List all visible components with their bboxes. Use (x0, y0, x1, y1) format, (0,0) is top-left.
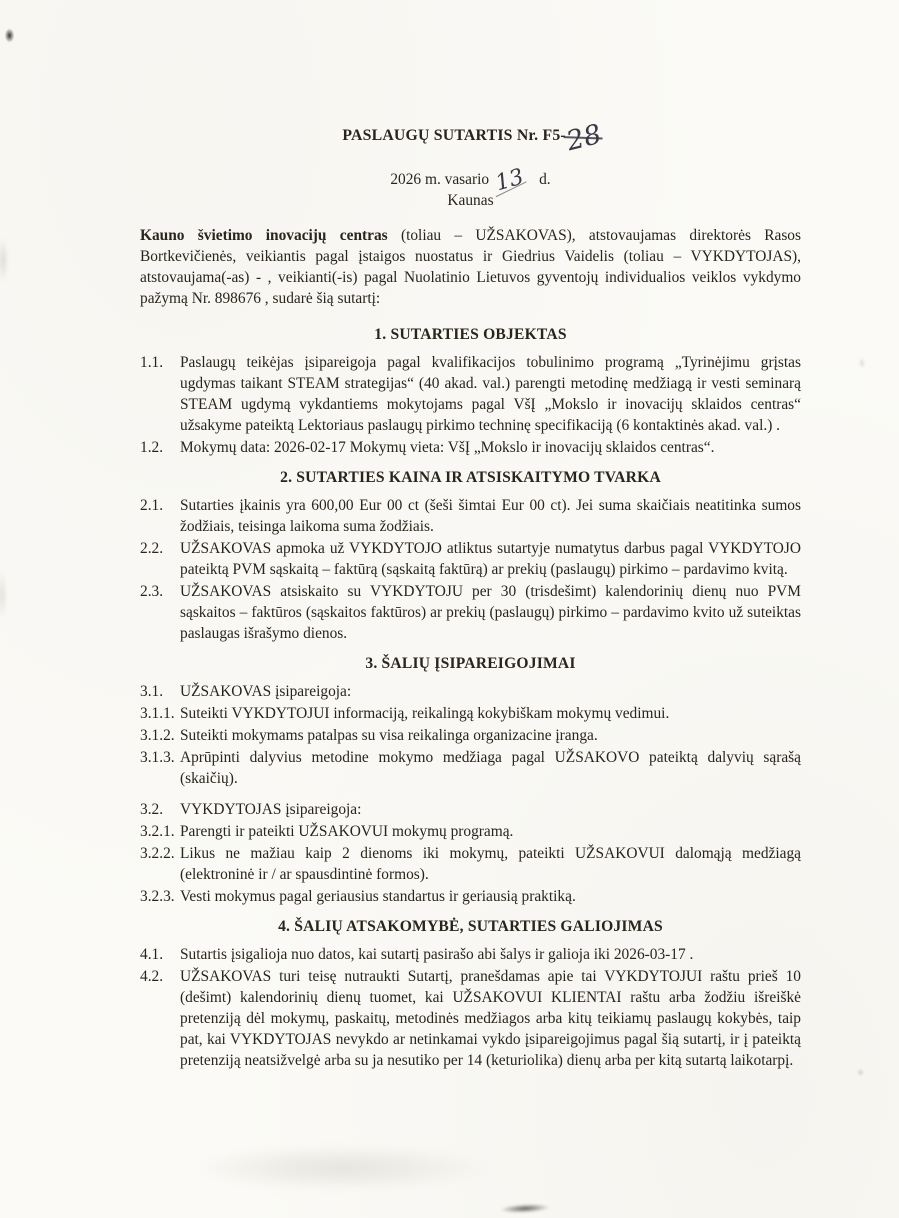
place-line: Kaunas (447, 192, 494, 209)
document-content (140, 118, 801, 1072)
date-line (140, 164, 801, 197)
clause-3-2-3 (140, 886, 801, 907)
clause-text: VYKDYTOJAS įsipareigoja: (180, 801, 362, 819)
section-heading-2: 2. SUTARTIES KAINA IR ATSISKAITYMO TVARKA (280, 469, 661, 487)
clause-text: UŽSAKOVAS atsiskaito su VYKDYTOJU per 30 (trisdešimt) kalendorinių dienų nuo PVM sąskaitos – faktūros (sąskaitos faktūros) ar prekių (paslaugų) pirkimo – pardavimo kvito už suteiktas paslaugas išrašymo dienos. (180, 583, 801, 643)
clause-text: Sutartis įsigalioja nuo datos, kai sutartį pasirašo abi šalys ir galioja iki 2026-03-17 . (180, 946, 694, 964)
section-heading-3: 3. ŠALIŲ ĮSIPAREIGOJIMAI (365, 655, 576, 673)
clause-number: 3.1.1. (140, 705, 175, 723)
clause-text: Aprūpinti dalyvius metodine mokymo medžiaga pagal UŽSAKOVO pateiktą dalyvių sąrašą (skaičių). (180, 749, 801, 788)
date-prefix: 2026 m. vasario (390, 171, 490, 188)
clause-2-3 (140, 581, 801, 644)
clause-text: UŽSAKOVAS apmoka už VYKDYTOJO atliktus sutartyje numatytus darbus pagal VYKDYTOJO pateiktą PVM sąskaitą – faktūrą (sąskaitą faktūrą) ar prekių (paslaugų) pirkimo – pardavimo kvitą. (180, 540, 801, 579)
clause-number: 4.1. (140, 946, 164, 964)
clause-number: 3.1.3. (140, 749, 175, 767)
clause-number: 2.1. (140, 497, 164, 515)
date-suffix: d. (539, 171, 551, 188)
handwritten-contract-number: 28 (563, 118, 605, 158)
preamble (140, 225, 801, 309)
clause-text: Mokymų data: 2026-02-17 Mokymų vieta: VšĮ „Mokslo ir inovacijų sklaidos centras“. (180, 439, 715, 457)
clause-number: 4.2. (140, 968, 164, 986)
document-title (140, 118, 801, 158)
clause-number: 3.2.3. (140, 888, 175, 906)
clause-4-2 (140, 966, 801, 1071)
clause-text: UŽSAKOVAS turi teisę nutraukti Sutartį, pranešdamas apie tai VYKDYTOJUI raštu prieš 10 (dešimt) kalendorinių dienų tuomet, kai UŽSAKOVUI KLIENTAI raštu arba žodžiu išreiškė pretenziją dėl mokymų, paskaitų, metodinės medžiagos arba kitų teikiamų paslaugų kokybės, taip pat, kai VYKDYTOJAS nevykdo ar netinkamai vykdo įsipareigojimus pagal šią sutartį, ir į pateiktą pretenziją neatsižvelgė arba su ja nesutiko per 14 (keturiolika) dienų arba per kitą sutartą laikotarpį. (180, 968, 801, 1070)
preamble-text: (toliau – UŽSAKOVAS), atstovaujamas direktorės Rasos Bortkevičienės, veikiantis pagal įstaigos nuostatus ir Giedrius Vaidelis (toliau – VYKDYTOJAS), atstovaujama(-as) - , veikianti(-is) pagal Nuolatinio Lietuvos gyventojų individualios veiklos vykdymo pažymą Nr. 898676 , sudarė šią sutartį: (140, 227, 801, 307)
clause-3-2-1 (140, 821, 801, 842)
section-heading-1: 1. SUTARTIES OBJEKTAS (374, 326, 567, 344)
clause-text: Paslaugų teikėjas įsipareigoja pagal kvalifikacijos tobulinimo programą „Tyrinėjimu grįstas ugdymas taikant STEAM strategijas“ (40 akad. val.) parengti metodinę medžiagą ir vesti seminarą STEAM ugdymą vykdantiems mokytojams pagal VšĮ „Mokslo ir inovacijų sklaidos centras“ užsakyme pateiktą Lektoriaus paslaugų pirkimo techninę specifikaciją (6 kontaktinės akad. val.) . (180, 354, 801, 435)
clause-2-2 (140, 538, 801, 580)
clause-text: Suteikti mokymams patalpas su visa reikalinga organizacine įranga. (180, 727, 598, 745)
clause-3-1-2 (140, 725, 801, 746)
clause-text: Suteikti VYKDYTOJUI informaciją, reikalingą kokybiškam mokymų vedimui. (180, 705, 670, 723)
scan-artifact (125, 1135, 555, 1201)
clause-3-2 (140, 799, 801, 820)
clause-number: 2.3. (140, 583, 164, 601)
clause-3-1 (140, 681, 801, 702)
handwritten-day: 13 (492, 164, 527, 197)
scan-artifact (856, 1068, 865, 1077)
clause-number: 1.1. (140, 354, 164, 372)
clause-4-1 (140, 944, 801, 965)
clause-2-1 (140, 495, 801, 537)
scan-artifact (858, 356, 866, 370)
scan-artifact (494, 1201, 556, 1215)
clause-1-2 (140, 437, 801, 458)
scan-artifact (0, 228, 9, 292)
clause-number: 3.1. (140, 683, 164, 701)
clause-number: 1.2. (140, 439, 164, 457)
clause-text: Vesti mokymus pagal geriausius standartus ir geriausią praktiką. (180, 888, 576, 906)
clause-3-1-1 (140, 703, 801, 724)
clause-3-2-2 (140, 843, 801, 885)
clause-number: 3.2.1. (140, 823, 175, 841)
clause-text: Parengti ir pateikti UŽSAKOVUI mokymų programą. (180, 823, 514, 841)
clause-number: 3.1.2. (140, 727, 175, 745)
clause-3-1-3 (140, 747, 801, 789)
title-text: PASLAUGŲ SUTARTIS Nr. F5- (342, 127, 566, 144)
clause-1-1 (140, 352, 801, 436)
clause-text: UŽSAKOVAS įsipareigoja: (180, 683, 352, 701)
party-name-bold: Kauno švietimo inovacijų centras (140, 227, 388, 244)
clause-text: Sutarties įkainis yra 600,00 Eur 00 ct (šeši šimtai Eur 00 ct). Jei suma skaičiais neatitinka sumos žodžiais, teisinga laikoma suma žodžiais. (180, 497, 801, 536)
clause-text: Likus ne mažiau kaip 2 dienoms iki mokymų, pateikti UŽSAKOVUI dalomąją medžiagą (elektroninė ir / ar spausdintinė formos). (180, 845, 801, 884)
section-heading-4: 4. ŠALIŲ ATSAKOMYBĖ, SUTARTIES GALIOJIMAS (278, 918, 663, 936)
clause-number: 3.2. (140, 801, 164, 819)
scan-artifact (3, 26, 16, 45)
scan-artifact (0, 560, 8, 630)
clause-number: 2.2. (140, 540, 164, 558)
clause-number: 3.2.2. (140, 845, 175, 863)
